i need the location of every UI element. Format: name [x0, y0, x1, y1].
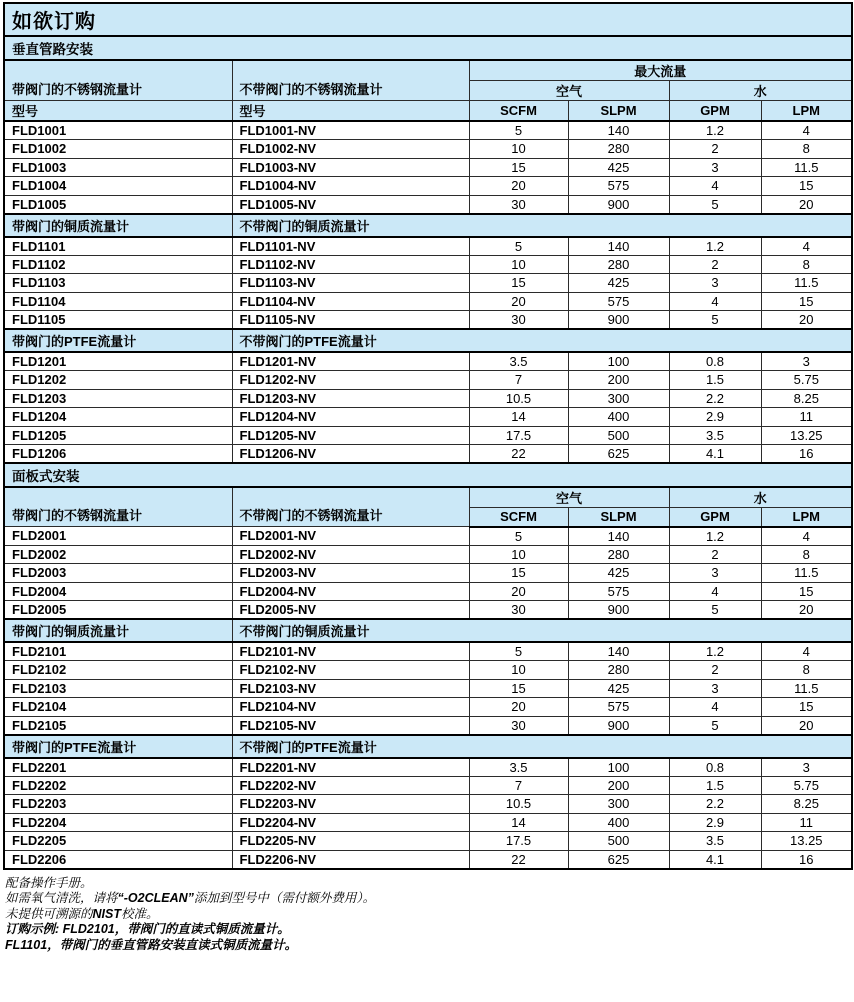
model-nv-cell: FLD1104-NV	[232, 292, 469, 311]
model-nv-cell: FLD2104-NV	[232, 698, 469, 717]
footnote-text: 如需氧气清洗，请将	[5, 891, 118, 905]
unit-header: SCFM	[469, 508, 568, 527]
slpm-value-cell: 140	[568, 121, 669, 140]
footnote-text: “-O2CLEAN”	[117, 891, 194, 905]
model-cell: FLD2205	[4, 832, 232, 851]
gpm-value-cell: 0.8	[669, 758, 761, 777]
table-row	[4, 371, 852, 390]
lpm-value-cell: 3	[761, 352, 852, 371]
group-header-no-valve: 不带阀门的铜质流量计	[232, 214, 852, 237]
lpm-value-cell: 15	[761, 292, 852, 311]
model-nv-cell: FLD1001-NV	[232, 121, 469, 140]
scfm-value-cell: 10	[469, 545, 568, 564]
lpm-value-cell: 8	[761, 661, 852, 680]
lpm-value-cell: 13.25	[761, 832, 852, 851]
slpm-value-cell: 575	[568, 177, 669, 196]
slpm-value-cell: 140	[568, 527, 669, 546]
lpm-value-cell: 16	[761, 445, 852, 464]
table-row	[4, 389, 852, 408]
gpm-value-cell: 2	[669, 140, 761, 159]
model-cell: FLD1202	[4, 371, 232, 390]
group-header-no-valve: 不带阀门的PTFE流量计	[232, 735, 852, 758]
table-row	[4, 352, 852, 371]
scfm-value-cell: 15	[469, 679, 568, 698]
footnote-text: 订购示例: FLD2101，带阀门的直读式铜质流量计。	[5, 922, 290, 936]
footnote-text: FL1101，带阀门的垂直管路安装直读式铜质流量计。	[5, 937, 298, 952]
model-cell: FLD2001	[4, 527, 232, 546]
gpm-value-cell: 2	[669, 255, 761, 274]
slpm-value-cell: 140	[568, 237, 669, 256]
lpm-value-cell: 11.5	[761, 564, 852, 583]
model-nv-cell: FLD1005-NV	[232, 195, 469, 214]
group-band-row	[4, 619, 852, 642]
footnote-text: 未提供可溯源的	[5, 906, 93, 921]
model-number-header: 型号	[232, 101, 469, 122]
group-header-no-valve: 不带阀门的铜质流量计	[232, 619, 852, 642]
table-row	[4, 158, 852, 177]
group-header-no-valve: 不带阀门的PTFE流量计	[232, 329, 852, 352]
slpm-value-cell: 575	[568, 582, 669, 601]
table-row	[4, 545, 852, 564]
gpm-value-cell: 2.2	[669, 795, 761, 814]
model-cell: FLD1105	[4, 311, 232, 330]
scfm-value-cell: 10	[469, 661, 568, 680]
lpm-value-cell: 15	[761, 177, 852, 196]
scfm-value-cell: 7	[469, 776, 568, 795]
model-nv-cell: FLD1203-NV	[232, 389, 469, 408]
slpm-value-cell: 625	[568, 445, 669, 464]
model-nv-cell: FLD1102-NV	[232, 255, 469, 274]
scfm-value-cell: 5	[469, 642, 568, 661]
gpm-value-cell: 4	[669, 582, 761, 601]
model-nv-cell: FLD1206-NV	[232, 445, 469, 464]
gpm-value-cell: 4	[669, 177, 761, 196]
model-nv-cell: FLD2105-NV	[232, 716, 469, 735]
lpm-value-cell: 11.5	[761, 158, 852, 177]
slpm-value-cell: 900	[568, 311, 669, 330]
scfm-value-cell: 5	[469, 121, 568, 140]
model-nv-cell: FLD2205-NV	[232, 832, 469, 851]
gpm-value-cell: 4	[669, 698, 761, 717]
lpm-value-cell: 16	[761, 850, 852, 869]
model-cell: FLD2206	[4, 850, 232, 869]
slpm-value-cell: 425	[568, 564, 669, 583]
model-cell: FLD1003	[4, 158, 232, 177]
group-band-row	[4, 735, 852, 758]
footnote-text: 配备操作手册。	[5, 875, 93, 890]
table-row	[4, 121, 852, 140]
model-nv-cell: FLD2202-NV	[232, 776, 469, 795]
slpm-value-cell: 280	[568, 255, 669, 274]
model-cell: FLD1103	[4, 274, 232, 293]
column-header-with-valve: 带阀门的不锈钢流量计	[4, 487, 232, 527]
table-row	[4, 274, 852, 293]
unit-header: GPM	[669, 508, 761, 527]
scfm-value-cell: 14	[469, 813, 568, 832]
scfm-value-cell: 22	[469, 850, 568, 869]
slpm-value-cell: 200	[568, 776, 669, 795]
scfm-value-cell: 30	[469, 195, 568, 214]
gpm-value-cell: 1.2	[669, 121, 761, 140]
gpm-value-cell: 3	[669, 564, 761, 583]
lpm-value-cell: 11	[761, 408, 852, 427]
slpm-value-cell: 575	[568, 698, 669, 717]
scfm-value-cell: 3.5	[469, 758, 568, 777]
table-row	[4, 776, 852, 795]
model-cell: FLD2101	[4, 642, 232, 661]
gpm-value-cell: 2.2	[669, 389, 761, 408]
model-nv-cell: FLD2203-NV	[232, 795, 469, 814]
gpm-value-cell: 5	[669, 601, 761, 620]
gpm-value-cell: 3	[669, 274, 761, 293]
scfm-value-cell: 10	[469, 140, 568, 159]
table-row	[4, 292, 852, 311]
lpm-value-cell: 4	[761, 642, 852, 661]
table-row	[4, 311, 852, 330]
model-nv-cell: FLD2004-NV	[232, 582, 469, 601]
model-nv-cell: FLD1202-NV	[232, 371, 469, 390]
lpm-value-cell: 4	[761, 237, 852, 256]
lpm-value-cell: 4	[761, 527, 852, 546]
slpm-value-cell: 500	[568, 832, 669, 851]
footnote-line	[5, 907, 848, 923]
lpm-value-cell: 8.25	[761, 389, 852, 408]
group-header-with-valve: 带阀门的PTFE流量计	[4, 329, 232, 352]
model-cell: FLD1101	[4, 237, 232, 256]
model-number-header: 型号	[4, 101, 232, 122]
air-header: 空气	[469, 487, 669, 508]
table-row	[4, 177, 852, 196]
model-cell: FLD2103	[4, 679, 232, 698]
order-table	[3, 2, 853, 870]
gpm-value-cell: 4.1	[669, 445, 761, 464]
slpm-value-cell: 200	[568, 371, 669, 390]
model-nv-cell: FLD2103-NV	[232, 679, 469, 698]
table-row	[4, 426, 852, 445]
table-row	[4, 564, 852, 583]
scfm-value-cell: 22	[469, 445, 568, 464]
group-band-row	[4, 214, 852, 237]
unit-header: LPM	[761, 101, 852, 122]
table-row	[4, 601, 852, 620]
group-header-with-valve: 带阀门的PTFE流量计	[4, 735, 232, 758]
scfm-value-cell: 3.5	[469, 352, 568, 371]
column-header-with-valve: 带阀门的不锈钢流量计	[4, 60, 232, 101]
column-header-no-valve: 不带阀门的不锈钢流量计	[232, 60, 469, 101]
lpm-value-cell: 5.75	[761, 371, 852, 390]
footnote-text: 校准。	[121, 906, 159, 921]
scfm-value-cell: 5	[469, 237, 568, 256]
scfm-value-cell: 17.5	[469, 832, 568, 851]
slpm-value-cell: 280	[568, 661, 669, 680]
model-nv-cell: FLD2201-NV	[232, 758, 469, 777]
group-band-row	[4, 329, 852, 352]
unit-header: SCFM	[469, 101, 568, 122]
lpm-value-cell: 8	[761, 255, 852, 274]
gpm-value-cell: 4	[669, 292, 761, 311]
lpm-value-cell: 4	[761, 121, 852, 140]
table-row	[4, 661, 852, 680]
table-row	[4, 758, 852, 777]
model-cell: FLD2005	[4, 601, 232, 620]
model-nv-cell: FLD2204-NV	[232, 813, 469, 832]
model-cell: FLD1005	[4, 195, 232, 214]
model-nv-cell: FLD1105-NV	[232, 311, 469, 330]
model-cell: FLD2201	[4, 758, 232, 777]
table-row	[4, 195, 852, 214]
table-row	[4, 140, 852, 159]
slpm-value-cell: 300	[568, 389, 669, 408]
slpm-value-cell: 140	[568, 642, 669, 661]
gpm-value-cell: 1.2	[669, 237, 761, 256]
lpm-value-cell: 15	[761, 582, 852, 601]
slpm-value-cell: 400	[568, 813, 669, 832]
gpm-value-cell: 1.5	[669, 371, 761, 390]
model-cell: FLD2004	[4, 582, 232, 601]
model-nv-cell: FLD1101-NV	[232, 237, 469, 256]
model-cell: FLD2102	[4, 661, 232, 680]
scfm-value-cell: 20	[469, 292, 568, 311]
scfm-value-cell: 15	[469, 564, 568, 583]
scfm-value-cell: 10	[469, 255, 568, 274]
model-nv-cell: FLD1004-NV	[232, 177, 469, 196]
footnote-text: 添加到型号中（需付额外费用）。	[193, 891, 376, 905]
lpm-value-cell: 8	[761, 140, 852, 159]
scfm-value-cell: 20	[469, 177, 568, 196]
section-heading: 面板式安装	[4, 463, 852, 487]
group-header-with-valve: 带阀门的铜质流量计	[4, 619, 232, 642]
slpm-value-cell: 625	[568, 850, 669, 869]
table-row	[4, 716, 852, 735]
section-heading: 垂直管路安装	[4, 36, 852, 60]
model-cell: FLD2003	[4, 564, 232, 583]
model-nv-cell: FLD2002-NV	[232, 545, 469, 564]
scfm-value-cell: 10.5	[469, 389, 568, 408]
lpm-value-cell: 5.75	[761, 776, 852, 795]
model-cell: FLD1104	[4, 292, 232, 311]
water-header: 水	[669, 487, 852, 508]
column-header-no-valve: 不带阀门的不锈钢流量计	[232, 487, 469, 527]
footnotes	[3, 870, 851, 954]
model-nv-cell: FLD2206-NV	[232, 850, 469, 869]
lpm-value-cell: 20	[761, 601, 852, 620]
air-header: 空气	[469, 81, 669, 101]
model-cell: FLD1203	[4, 389, 232, 408]
gpm-value-cell: 3.5	[669, 426, 761, 445]
table-row	[4, 850, 852, 869]
scfm-value-cell: 5	[469, 527, 568, 546]
model-cell: FLD2104	[4, 698, 232, 717]
section-heading-row	[4, 36, 852, 60]
model-cell: FLD1205	[4, 426, 232, 445]
gpm-value-cell: 2	[669, 661, 761, 680]
model-nv-cell: FLD1103-NV	[232, 274, 469, 293]
lpm-value-cell: 11	[761, 813, 852, 832]
model-nv-cell: FLD1205-NV	[232, 426, 469, 445]
model-nv-cell: FLD1204-NV	[232, 408, 469, 427]
slpm-value-cell: 900	[568, 601, 669, 620]
header-row-media	[4, 487, 852, 508]
gpm-value-cell: 3	[669, 158, 761, 177]
slpm-value-cell: 425	[568, 274, 669, 293]
scfm-value-cell: 15	[469, 158, 568, 177]
slpm-value-cell: 425	[568, 679, 669, 698]
gpm-value-cell: 3.5	[669, 832, 761, 851]
model-nv-cell: FLD2001-NV	[232, 527, 469, 546]
model-cell: FLD1001	[4, 121, 232, 140]
slpm-value-cell: 400	[568, 408, 669, 427]
lpm-value-cell: 20	[761, 195, 852, 214]
slpm-value-cell: 280	[568, 140, 669, 159]
footnote-line	[5, 938, 848, 954]
page-title: 如欲订购	[4, 3, 852, 36]
water-header: 水	[669, 81, 852, 101]
header-row-units	[4, 101, 852, 122]
model-cell: FLD2202	[4, 776, 232, 795]
gpm-value-cell: 1.2	[669, 527, 761, 546]
lpm-value-cell: 3	[761, 758, 852, 777]
table-row	[4, 527, 852, 546]
slpm-value-cell: 900	[568, 195, 669, 214]
slpm-value-cell: 100	[568, 758, 669, 777]
model-cell: FLD2203	[4, 795, 232, 814]
model-cell: FLD1002	[4, 140, 232, 159]
slpm-value-cell: 575	[568, 292, 669, 311]
gpm-value-cell: 2	[669, 545, 761, 564]
lpm-value-cell: 8.25	[761, 795, 852, 814]
scfm-value-cell: 17.5	[469, 426, 568, 445]
table-row	[4, 237, 852, 256]
gpm-value-cell: 5	[669, 716, 761, 735]
table-row	[4, 832, 852, 851]
model-cell: FLD1004	[4, 177, 232, 196]
model-cell: FLD2204	[4, 813, 232, 832]
lpm-value-cell: 8	[761, 545, 852, 564]
footnote-line	[5, 891, 848, 907]
scfm-value-cell: 10.5	[469, 795, 568, 814]
unit-header: GPM	[669, 101, 761, 122]
slpm-value-cell: 100	[568, 352, 669, 371]
scfm-value-cell: 15	[469, 274, 568, 293]
model-cell: FLD1204	[4, 408, 232, 427]
slpm-value-cell: 425	[568, 158, 669, 177]
unit-header: SLPM	[568, 101, 669, 122]
gpm-value-cell: 5	[669, 311, 761, 330]
table-row	[4, 795, 852, 814]
scfm-value-cell: 7	[469, 371, 568, 390]
footnote-line	[5, 876, 848, 892]
slpm-value-cell: 300	[568, 795, 669, 814]
table-row	[4, 445, 852, 464]
lpm-value-cell: 11.5	[761, 679, 852, 698]
table-row	[4, 408, 852, 427]
scfm-value-cell: 20	[469, 582, 568, 601]
scfm-value-cell: 30	[469, 601, 568, 620]
model-cell: FLD1201	[4, 352, 232, 371]
title-row	[4, 3, 852, 36]
table-row	[4, 255, 852, 274]
model-nv-cell: FLD2101-NV	[232, 642, 469, 661]
gpm-value-cell: 3	[669, 679, 761, 698]
lpm-value-cell: 20	[761, 311, 852, 330]
max-flow-header: 最大流量	[469, 60, 852, 81]
slpm-value-cell: 500	[568, 426, 669, 445]
model-nv-cell: FLD1002-NV	[232, 140, 469, 159]
table-row	[4, 582, 852, 601]
model-cell: FLD1206	[4, 445, 232, 464]
model-cell: FLD2002	[4, 545, 232, 564]
unit-header: SLPM	[568, 508, 669, 527]
slpm-value-cell: 900	[568, 716, 669, 735]
scfm-value-cell: 14	[469, 408, 568, 427]
unit-header: LPM	[761, 508, 852, 527]
scfm-value-cell: 30	[469, 311, 568, 330]
model-nv-cell: FLD1003-NV	[232, 158, 469, 177]
model-cell: FLD1102	[4, 255, 232, 274]
scfm-value-cell: 30	[469, 716, 568, 735]
slpm-value-cell: 280	[568, 545, 669, 564]
gpm-value-cell: 2.9	[669, 408, 761, 427]
gpm-value-cell: 1.5	[669, 776, 761, 795]
model-nv-cell: FLD2005-NV	[232, 601, 469, 620]
gpm-value-cell: 4.1	[669, 850, 761, 869]
table-row	[4, 813, 852, 832]
gpm-value-cell: 2.9	[669, 813, 761, 832]
model-nv-cell: FLD1201-NV	[232, 352, 469, 371]
gpm-value-cell: 5	[669, 195, 761, 214]
table-row	[4, 698, 852, 717]
model-cell: FLD2105	[4, 716, 232, 735]
gpm-value-cell: 1.2	[669, 642, 761, 661]
header-row-maxflow	[4, 60, 852, 81]
lpm-value-cell: 15	[761, 698, 852, 717]
group-header-with-valve: 带阀门的铜质流量计	[4, 214, 232, 237]
lpm-value-cell: 20	[761, 716, 852, 735]
model-nv-cell: FLD2102-NV	[232, 661, 469, 680]
table-row	[4, 679, 852, 698]
table-row	[4, 642, 852, 661]
lpm-value-cell: 13.25	[761, 426, 852, 445]
lpm-value-cell: 11.5	[761, 274, 852, 293]
scfm-value-cell: 20	[469, 698, 568, 717]
section-heading-row	[4, 463, 852, 487]
footnote-text: NIST	[92, 906, 121, 921]
model-nv-cell: FLD2003-NV	[232, 564, 469, 583]
gpm-value-cell: 0.8	[669, 352, 761, 371]
footnote-line	[5, 922, 848, 938]
